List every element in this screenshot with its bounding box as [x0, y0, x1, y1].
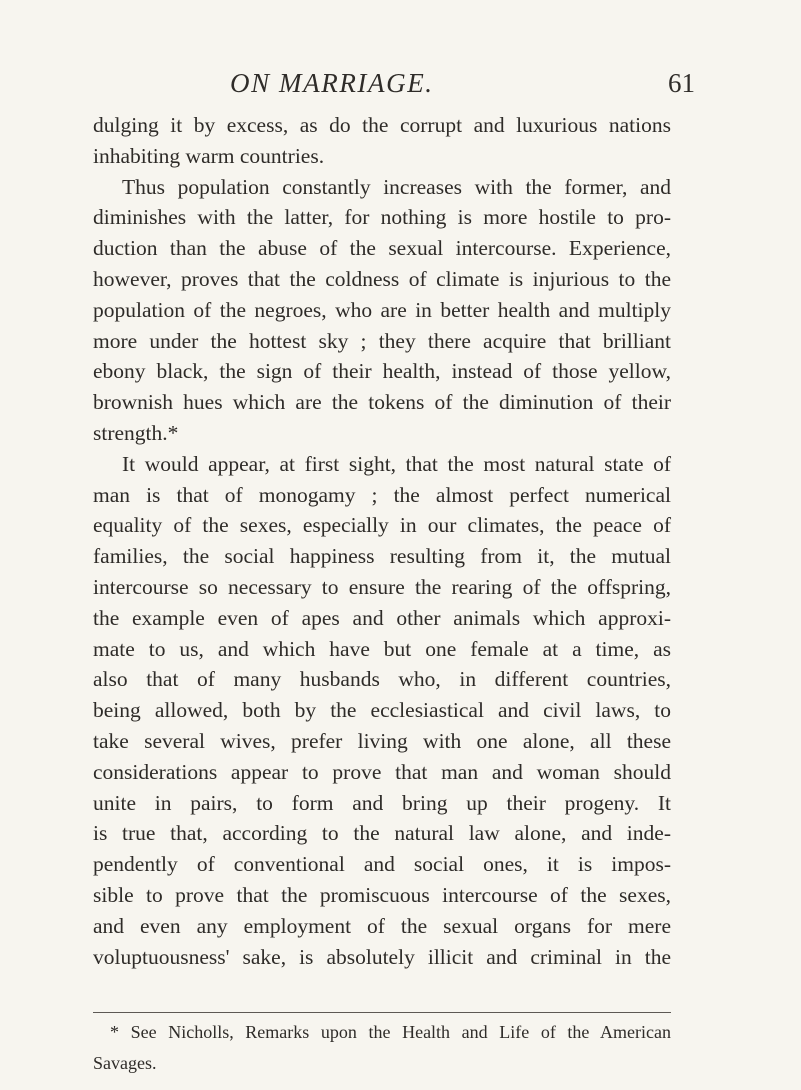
text-line: ebony black, the sign of their health, instead of those yellow, — [93, 359, 671, 384]
text-line: man is that of monogamy ; the almost perfect numerical — [93, 482, 671, 507]
text-line: families, the social happiness resulting from it, the mutual — [93, 544, 671, 569]
text-line: duction than the abuse of the sexual intercourse. Experience, — [93, 236, 671, 261]
text-line: considerations appear to prove that man and woman should — [93, 759, 671, 784]
text-line: and even any employment of the sexual organs for mere — [93, 913, 671, 938]
text-line: is true that, according to the natural law alone, and inde- — [93, 821, 671, 846]
text-line: mate to us, and which have but one female at a time, as — [93, 636, 671, 661]
text-line: population of the negroes, who are in better health and multiply — [93, 297, 671, 322]
page-number: 61 — [668, 68, 695, 98]
text-line: intercourse so necessary to ensure the rearing of the offspring, — [93, 574, 671, 599]
body-text — [93, 110, 671, 972]
footnote — [93, 1020, 671, 1082]
footnote-divider — [93, 1012, 671, 1013]
text-line: diminishes with the latter, for nothing is more hostile to pro- — [93, 205, 671, 230]
footnote-line — [93, 1020, 671, 1051]
footnote-marker: * — [110, 1022, 119, 1042]
paragraph-start-line: It would appear, at first sight, that the most natural state of — [122, 451, 671, 476]
text-line: take several wives, prefer living with one alone, all these — [93, 728, 671, 753]
text-line: strength.* — [93, 420, 179, 445]
running-head-title: ON MARRIAGE. — [230, 68, 434, 98]
text-line: brownish hues which are the tokens of the diminution of their — [93, 390, 671, 415]
text-line: unite in pairs, to form and bring up their progeny. It — [93, 790, 671, 815]
text-line: sible to prove that the promiscuous intercourse of the sexes, — [93, 882, 671, 907]
text-line: dulging it by excess, as do the corrupt and luxurious nations — [93, 113, 671, 137]
footnote-text: See Nicholls, Remarks upon the Health and Life of the American — [130, 1022, 671, 1042]
text-line: being allowed, both by the ecclesiastical and civil laws, to — [93, 698, 671, 723]
footnote-line: Savages. — [93, 1052, 157, 1073]
text-line: the example even of apes and other animals which approxi- — [93, 605, 671, 630]
text-line: inhabiting warm countries. — [93, 143, 325, 168]
running-head — [0, 68, 801, 108]
text-line: equality of the sexes, especially in our climates, the peace of — [93, 513, 671, 538]
text-line: voluptuousness' sake, is absolutely illicit and criminal in the — [93, 944, 671, 969]
text-line: however, proves that the coldness of climate is injurious to the — [93, 266, 671, 291]
paragraph-start-line: Thus population constantly increases with the former, and — [122, 174, 671, 199]
text-line: more under the hottest sky ; they there acquire that brilliant — [93, 328, 671, 353]
text-line: pendently of conventional and social ones, it is impos- — [93, 852, 671, 877]
text-line: also that of many husbands who, in different countries, — [93, 667, 671, 692]
